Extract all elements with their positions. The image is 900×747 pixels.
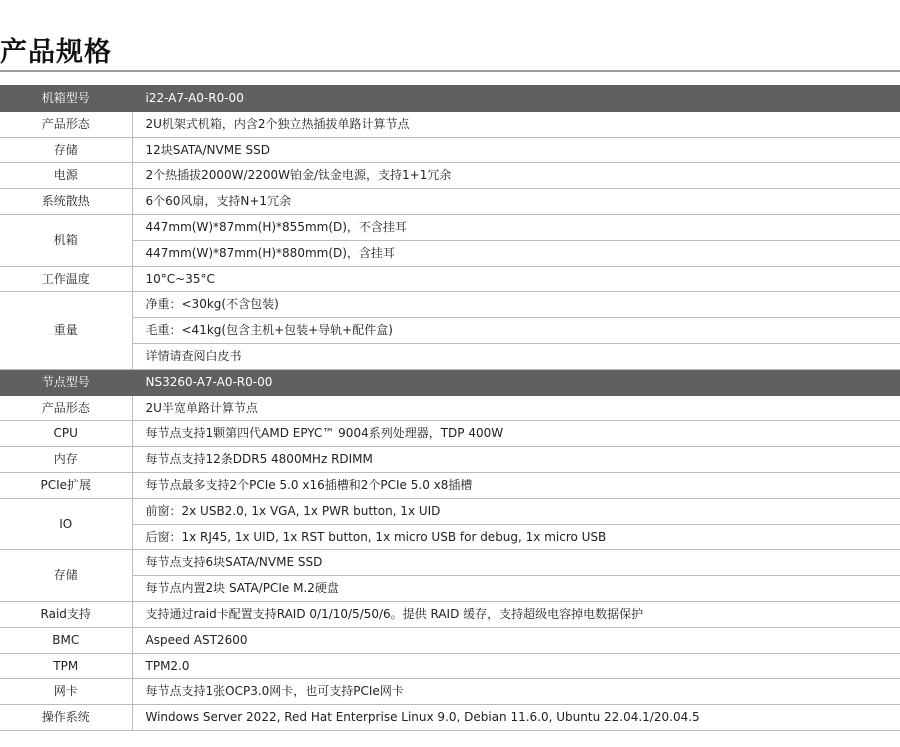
page-title: 产品规格 [0,37,112,68]
spec-value: 详情请查阅白皮书 [132,343,900,369]
spec-value: 每节点最多支持2个PCIe 5.0 x16插槽和2个PCIe 5.0 x8插槽 [132,472,900,498]
spec-row [0,627,900,653]
spec-row [0,498,900,524]
spec-label: BMC [0,627,132,653]
section-header-value: NS3260-A7-A0-R0-00 [132,369,900,395]
spec-value: 后窗：1x RJ45, 1x UID, 1x RST button, 1x micro USB for debug, 1x micro USB [132,524,900,550]
section-header-row [0,86,900,112]
spec-row [0,447,900,473]
spec-value: 支持通过raid卡配置支持RAID 0/1/10/5/50/6。提供 RAID 缓存，支持超级电容掉电数据保护 [132,601,900,627]
spec-value: Aspeed AST2600 [132,627,900,653]
spec-label: 网卡 [0,679,132,705]
spec-row [0,601,900,627]
spec-value: 每节点支持6块SATA/NVME SSD [132,550,900,576]
spec-label: 系统散热 [0,189,132,215]
spec-row [0,214,900,240]
spec-row [0,189,900,215]
spec-label: 电源 [0,163,132,189]
spec-value: 每节点内置2块 SATA/PCIe M.2硬盘 [132,576,900,602]
spec-label: 产品形态 [0,111,132,137]
spec-row [0,266,900,292]
section-header-label: 节点型号 [0,369,132,395]
spec-value: 10°C~35°C [132,266,900,292]
spec-label: TPM [0,653,132,679]
spec-row [0,343,900,369]
spec-label: PCIe扩展 [0,472,132,498]
section-header-label: 机箱型号 [0,86,132,112]
spec-label: IO [0,498,132,550]
section-header-value: i22-A7-A0-R0-00 [132,86,900,112]
spec-label: 重量 [0,292,132,369]
spec-label: 存储 [0,550,132,602]
spec-row [0,705,900,731]
spec-value: 每节点支持1张OCP3.0网卡，也可支持PCIe网卡 [132,679,900,705]
title-divider [0,70,900,72]
spec-label: 产品形态 [0,395,132,421]
spec-row [0,576,900,602]
section-header-row [0,369,900,395]
spec-value: 2个热插拔2000W/2200W铂金/钛金电源，支持1+1冗余 [132,163,900,189]
spec-label: CPU [0,421,132,447]
spec-row [0,163,900,189]
spec-label: 工作温度 [0,266,132,292]
spec-value: 447mm(W)*87mm(H)*880mm(D)，含挂耳 [132,240,900,266]
spec-row [0,137,900,163]
spec-row [0,653,900,679]
spec-value: Windows Server 2022, Red Hat Enterprise Linux 9.0, Debian 11.6.0, Ubuntu 22.04.1/20.04.5 [132,705,900,731]
spec-label: 操作系统 [0,705,132,731]
spec-value: 前窗：2x USB2.0, 1x VGA, 1x PWR button, 1x UID [132,498,900,524]
spec-table [0,85,900,731]
spec-row [0,679,900,705]
spec-row [0,524,900,550]
spec-value: TPM2.0 [132,653,900,679]
spec-label: 机箱 [0,214,132,266]
spec-label: Raid支持 [0,601,132,627]
spec-row [0,111,900,137]
spec-value: 2U半宽单路计算节点 [132,395,900,421]
spec-value: 毛重：<41kg(包含主机+包装+导轨+配件盒) [132,318,900,344]
spec-row [0,550,900,576]
spec-value: 每节点支持12条DDR5 4800MHz RDIMM [132,447,900,473]
spec-value: 12块SATA/NVME SSD [132,137,900,163]
spec-row [0,472,900,498]
spec-row [0,395,900,421]
spec-label: 内存 [0,447,132,473]
spec-value: 净重：<30kg(不含包装) [132,292,900,318]
spec-value: 2U机架式机箱，内含2个独立热插拔单路计算节点 [132,111,900,137]
spec-value: 447mm(W)*87mm(H)*855mm(D)，不含挂耳 [132,214,900,240]
spec-row [0,292,900,318]
spec-label: 存储 [0,137,132,163]
spec-row [0,421,900,447]
spec-value: 6个60风扇，支持N+1冗余 [132,189,900,215]
spec-row [0,318,900,344]
spec-value: 每节点支持1颗第四代AMD EPYC™ 9004系列处理器，TDP 400W [132,421,900,447]
spec-row [0,240,900,266]
